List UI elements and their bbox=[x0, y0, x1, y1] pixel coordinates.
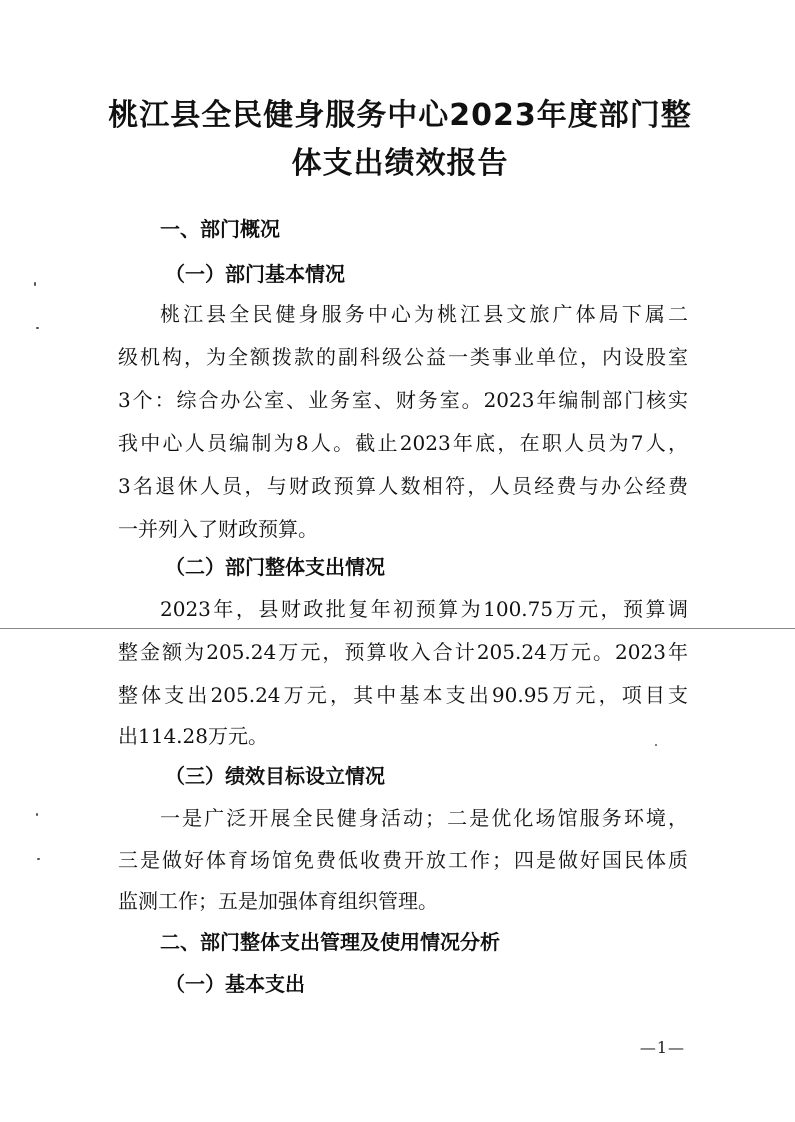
subsection-heading-basic-info: （一）部门基本情况 bbox=[165, 262, 345, 286]
scan-speck bbox=[34, 282, 36, 286]
paragraph-line: 3名退休人员，与财政预算人数相符，人员经费与办公经费 bbox=[118, 474, 688, 498]
subsection-heading-targets: （三）绩效目标设立情况 bbox=[165, 764, 385, 788]
paragraph-line: 出114.28万元。 bbox=[118, 724, 268, 748]
scan-speck bbox=[37, 858, 40, 860]
paragraph-line: 整体支出205.24万元，其中基本支出90.95万元，项目支 bbox=[118, 683, 688, 707]
paragraph-line: 2023年，县财政批复年初预算为100.75万元，预算调 bbox=[160, 597, 688, 621]
document-title-line-2: 体支出绩效报告 bbox=[291, 146, 509, 181]
paragraph-line: 一并列入了财政预算。 bbox=[118, 517, 318, 541]
page-number: —1— bbox=[639, 1038, 685, 1057]
subsection-heading-basic-expenditure: （一）基本支出 bbox=[165, 972, 305, 996]
scan-divider-line bbox=[0, 628, 795, 629]
section-heading-analysis: 二、部门整体支出管理及使用情况分析 bbox=[160, 930, 500, 954]
scan-speck bbox=[36, 327, 39, 329]
paragraph-line: 整金额为205.24万元，预算收入合计205.24万元。2023年 bbox=[118, 640, 688, 664]
paragraph-line: 一是广泛开展全民健身活动；二是优化场馆服务环境， bbox=[160, 806, 688, 830]
paragraph-line: 我中心人员编制为8人。截止2023年底，在职人员为7人， bbox=[118, 431, 688, 455]
document-title-line-1: 桃江县全民健身服务中心2023年度部门整 bbox=[108, 98, 692, 133]
paragraph-line: 桃江县全民健身服务中心为桃江县文旅广体局下属二 bbox=[160, 302, 688, 326]
scan-speck bbox=[655, 744, 657, 746]
paragraph-line: 监测工作；五是加强体育组织管理。 bbox=[118, 889, 438, 913]
paragraph-line: 三是做好体育场馆免费低收费开放工作；四是做好国民体质 bbox=[118, 848, 688, 872]
scan-speck bbox=[36, 813, 38, 816]
paragraph-line: 3个：综合办公室、业务室、财务室。2023年编制部门核实 bbox=[118, 388, 688, 412]
section-heading-overview: 一、部门概况 bbox=[160, 217, 280, 241]
subsection-heading-expenditure: （二）部门整体支出情况 bbox=[165, 555, 385, 579]
paragraph-line: 级机构，为全额拨款的副科级公益一类事业单位，内设股室 bbox=[118, 345, 688, 369]
